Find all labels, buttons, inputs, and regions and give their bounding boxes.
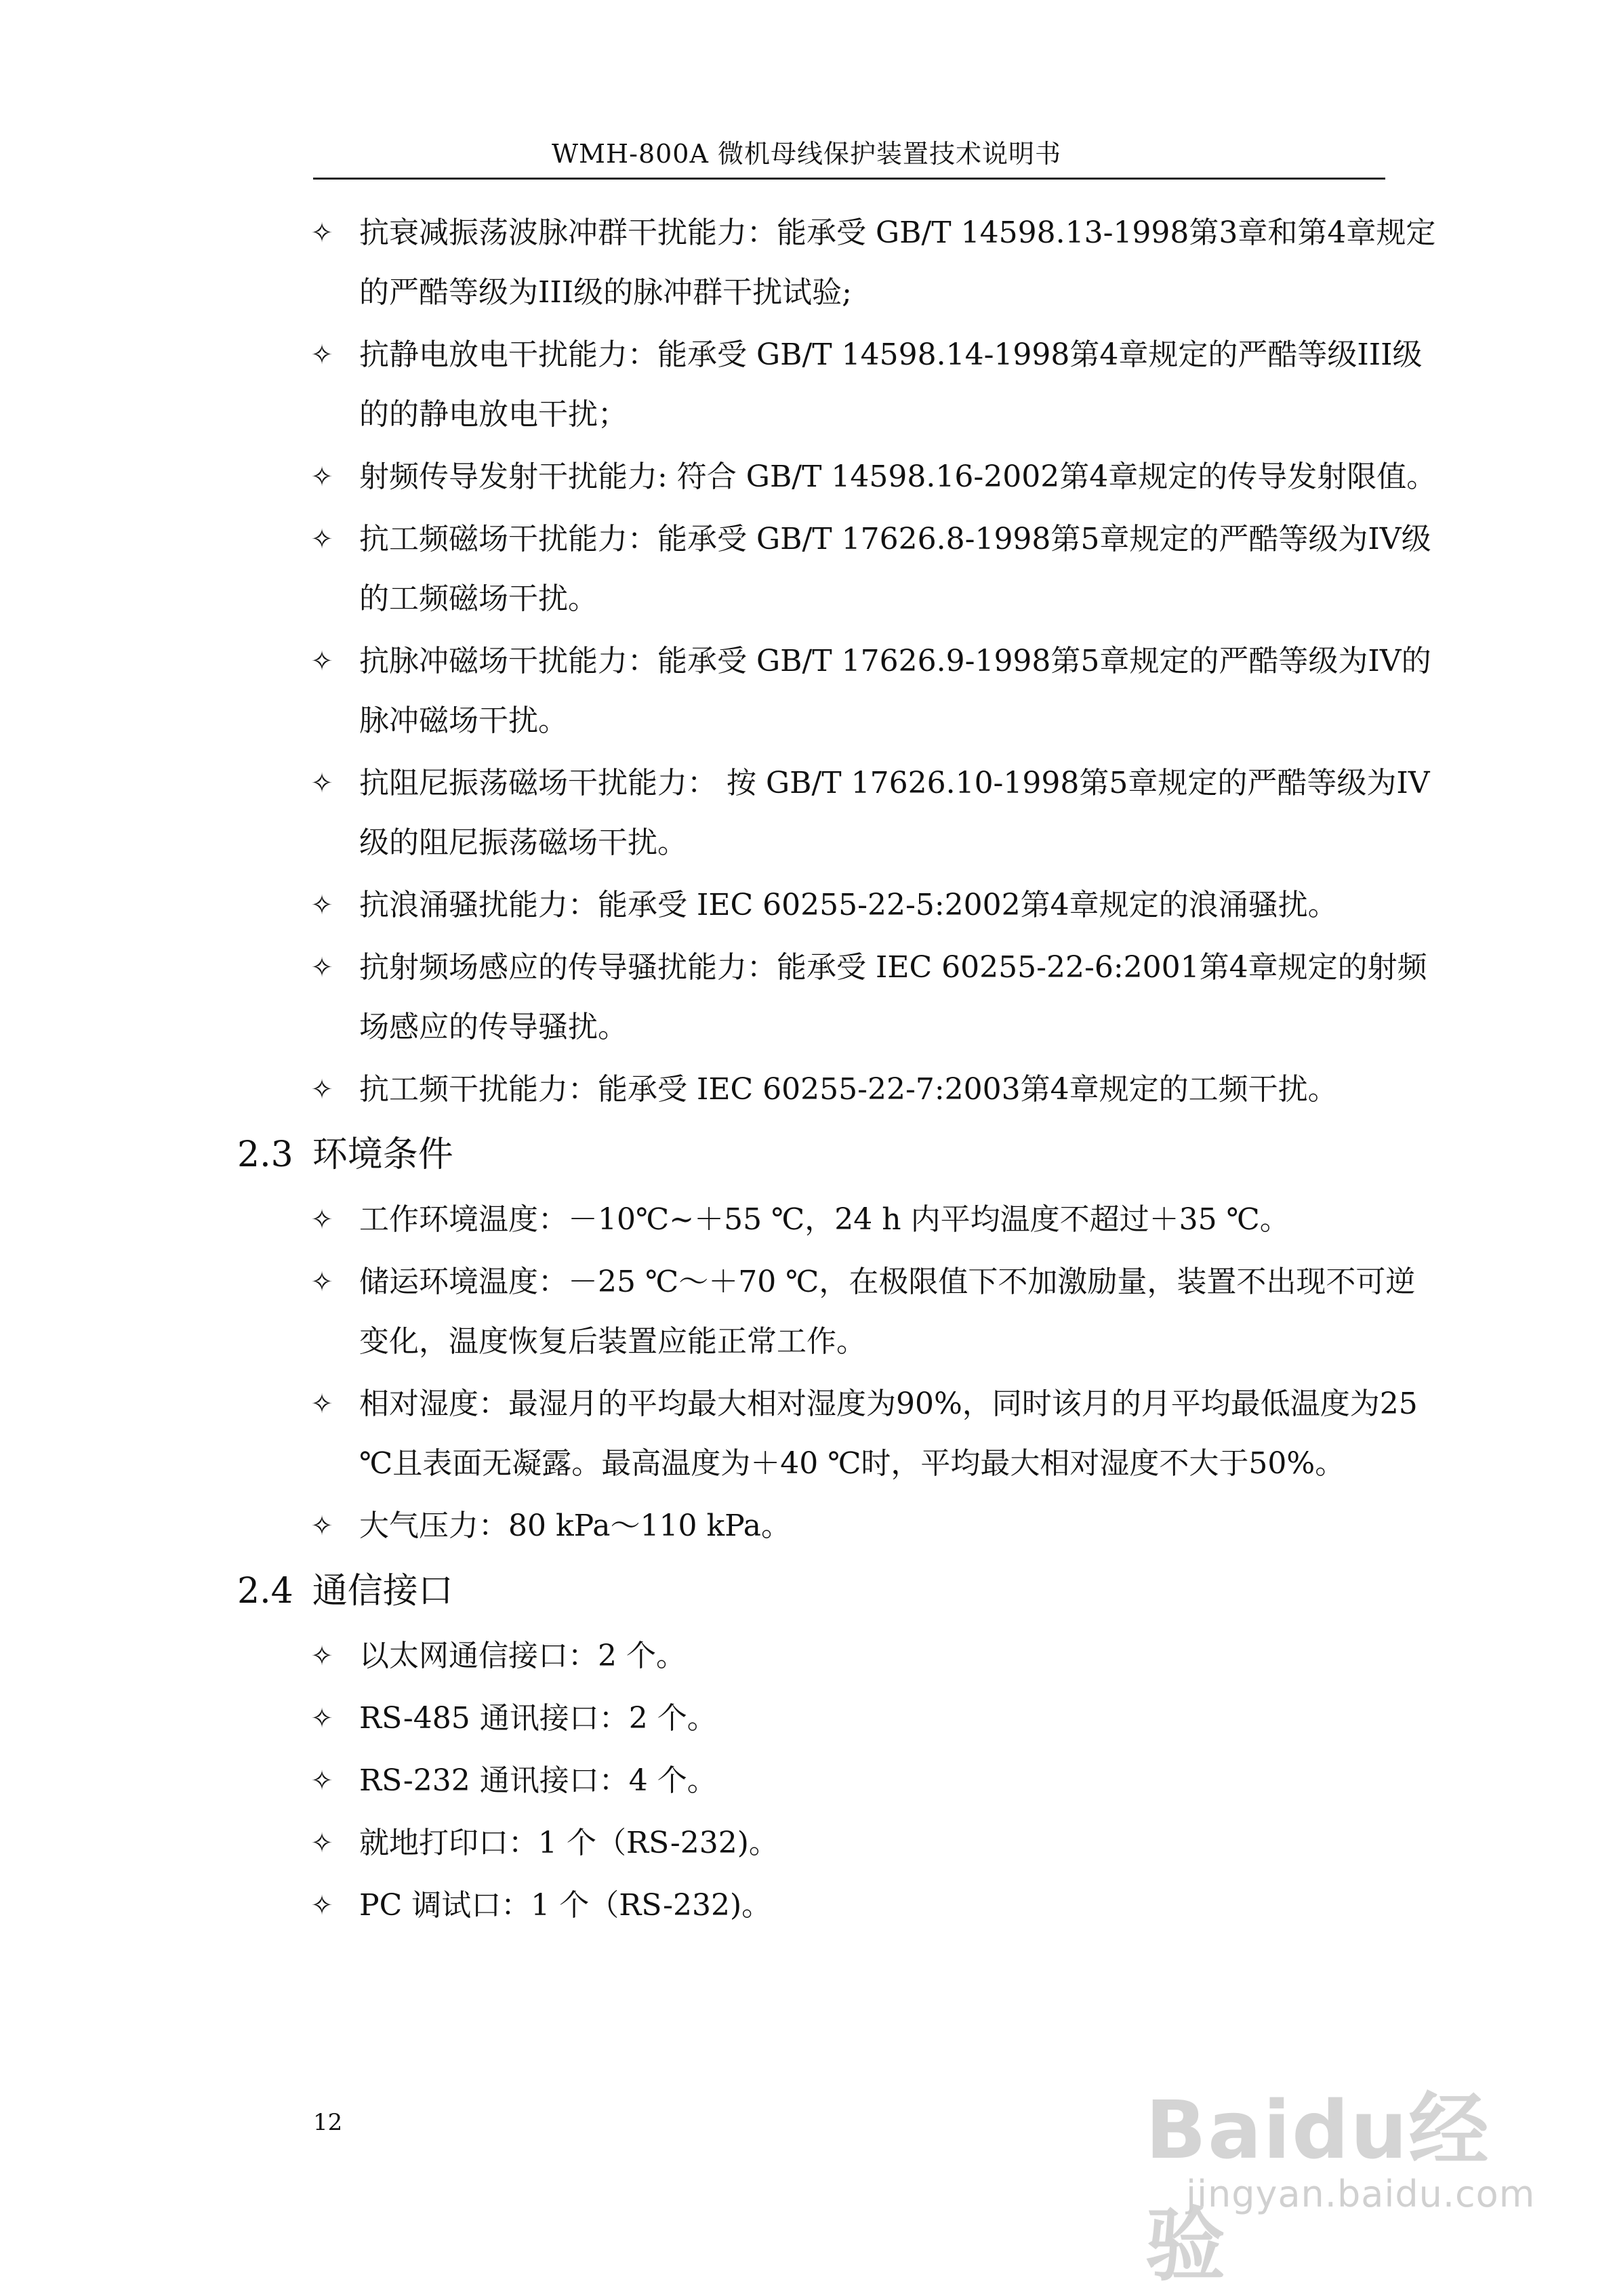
- list-item: [237, 1374, 1437, 1494]
- list-item-text: 抗工频磁场干扰能力：能承受 GB/T 17626.8-1998第5章规定的严酷等级为IV级的工频磁场干扰。: [359, 522, 1431, 616]
- diamond-bullet-icon: ✧: [310, 524, 333, 555]
- list-item: [237, 447, 1437, 507]
- diamond-bullet-icon: ✧: [310, 1204, 333, 1235]
- diamond-bullet-icon: ✧: [310, 1703, 333, 1734]
- section-number: 2.3: [237, 1134, 293, 1175]
- list-item-text: 抗静电放电干扰能力：能承受 GB/T 14598.14-1998第4章规定的严酷等级III级的的静电放电干扰；: [359, 337, 1423, 432]
- list-item: [237, 1496, 1437, 1556]
- list-item: [237, 1252, 1437, 1372]
- diamond-bullet-icon: ✧: [310, 1267, 333, 1298]
- diamond-bullet-icon: ✧: [310, 218, 333, 249]
- section-title: 通信接口: [312, 1571, 453, 1612]
- list-item-text: 抗射频场感应的传导骚扰能力：能承受 IEC 60255-22-6:2001第4章规定的射频场感应的传导骚扰。: [359, 950, 1427, 1044]
- baidu-jingyan-watermark: [1145, 2066, 1552, 2292]
- section-title: 环境条件: [312, 1134, 453, 1175]
- list-item-text: 抗脉冲磁场干扰能力：能承受 GB/T 17626.9-1998第5章规定的严酷等级为IV的脉冲磁场干扰。: [359, 644, 1431, 738]
- list-item-text: 抗阻尼振荡磁场干扰能力： 按 GB/T 17626.10-1998第5章规定的严酷等级为IV级的阻尼振荡磁场干扰。: [359, 766, 1430, 860]
- list-item: [237, 938, 1437, 1057]
- list-item-text: 相对湿度：最湿月的平均最大相对湿度为90%，同时该月的月平均最低温度为25 ℃且表面无凝露。最高温度为＋40 ℃时，平均最大相对湿度不大于50%。: [359, 1387, 1418, 1481]
- list-item-text: 射频传导发射干扰能力: 符合 GB/T 14598.16-2002第4章规定的传导发射限值。: [359, 459, 1437, 494]
- list-item: [237, 1751, 1437, 1811]
- list-item-text: 大气压力：80 kPa～110 kPa。: [359, 1509, 791, 1543]
- list-item-text: 就地打印口：1 个（RS-232)。: [359, 1826, 779, 1860]
- list-item: [237, 1190, 1437, 1250]
- diamond-bullet-icon: ✧: [310, 768, 333, 799]
- list-item: [237, 632, 1437, 751]
- diamond-bullet-icon: ✧: [310, 1074, 333, 1105]
- list-item-text: 抗浪涌骚扰能力：能承受 IEC 60255-22-5:2002第4章规定的浪涌骚扰。: [359, 888, 1338, 922]
- list-item: [237, 203, 1437, 323]
- diamond-bullet-icon: ✧: [310, 952, 333, 983]
- list-item-text: 抗衰减振荡波脉冲群干扰能力：能承受 GB/T 14598.13-1998第3章和第4章规定的严酷等级为III级的脉冲群干扰试验;: [359, 216, 1436, 310]
- diamond-bullet-icon: ✧: [310, 1890, 333, 1921]
- page-number: 12: [313, 2109, 343, 2136]
- list-item: [237, 1626, 1437, 1686]
- diamond-bullet-icon: ✧: [310, 890, 333, 921]
- diamond-bullet-icon: ✧: [310, 1765, 333, 1797]
- section-heading-environment: [237, 1122, 1437, 1187]
- list-item-text: 工作环境温度：－10℃~＋55 ℃，24 h 内平均温度不超过＋35 ℃。: [359, 1202, 1290, 1237]
- list-item: [237, 1813, 1437, 1873]
- diamond-bullet-icon: ✧: [310, 1641, 333, 1672]
- list-item: [237, 510, 1437, 629]
- watermark-logo-text: Baidu经验: [1145, 2083, 1490, 2292]
- list-item-text: PC 调试口：1 个（RS-232)。: [359, 1888, 772, 1923]
- header-rule: [313, 178, 1385, 180]
- section-heading-communication: [237, 1559, 1437, 1624]
- diamond-bullet-icon: ✧: [310, 340, 333, 371]
- diamond-bullet-icon: ✧: [310, 1389, 333, 1420]
- diamond-bullet-icon: ✧: [310, 646, 333, 677]
- list-item: [237, 1876, 1437, 1935]
- list-item: [237, 1689, 1437, 1748]
- list-item: [237, 754, 1437, 873]
- watermark-url-text: jingyan.baidu.com: [1186, 2173, 1536, 2215]
- list-item: [237, 1060, 1437, 1120]
- diamond-bullet-icon: ✧: [310, 462, 333, 493]
- list-item-text: 以太网通信接口：2 个。: [359, 1639, 686, 1673]
- document-header-title: WMH-800A 微机母线保护装置技术说明书: [552, 139, 1061, 169]
- diamond-bullet-icon: ✧: [310, 1828, 333, 1859]
- list-item-text: 抗工频干扰能力：能承受 IEC 60255-22-7:2003第4章规定的工频干扰。: [359, 1072, 1338, 1107]
- list-item-text: 储运环境温度：－25 ℃～＋70 ℃，在极限值下不加激励量，装置不出现不可逆变化，温度恢复后装置应能正常工作。: [359, 1265, 1416, 1359]
- list-item: [237, 325, 1437, 445]
- diamond-bullet-icon: ✧: [310, 1511, 333, 1542]
- page-content: [237, 203, 1437, 1938]
- section-number: 2.4: [237, 1571, 293, 1612]
- list-item-text: RS-232 通讯接口：4 个。: [359, 1763, 717, 1798]
- list-item-text: RS-485 通讯接口：2 个。: [359, 1701, 717, 1736]
- list-item: [237, 876, 1437, 935]
